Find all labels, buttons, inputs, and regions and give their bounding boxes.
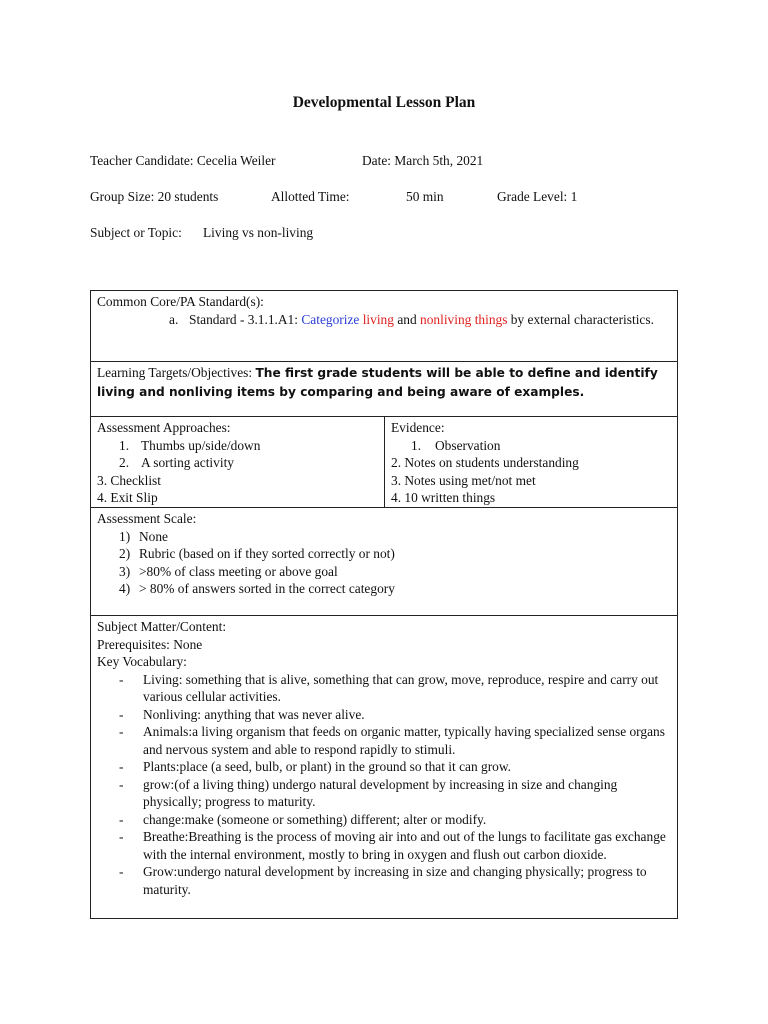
subject-label: Subject or Topic:	[90, 225, 182, 240]
learning-targets-label: Learning Targets/Objectives:	[97, 365, 253, 380]
learning-targets-text: The first grade students will be able to define and identify living and nonliving items by comparing and being aware of examples.	[97, 366, 658, 399]
subject-matter-label: Subject Matter/Content:	[97, 619, 227, 634]
scale-item	[97, 528, 671, 546]
lesson-date: Date: March 5th, 2021	[362, 153, 484, 168]
standards-row	[91, 291, 677, 362]
vocab-item	[97, 706, 671, 724]
standard-categorize: Categorize	[301, 311, 360, 327]
list-marker: -	[119, 724, 124, 739]
prerequisites: Prerequisites: None	[97, 636, 203, 652]
list-text: change:make (someone or something) different; alter or modify.	[143, 811, 487, 827]
assessment-evidence-row	[91, 417, 677, 508]
list-text: Rubric (based on if they sorted correctly or not)	[139, 546, 395, 561]
list-marker: 3)	[119, 563, 131, 579]
key-vocabulary-label: Key Vocabulary:	[97, 654, 187, 669]
learning-targets-row	[91, 362, 677, 417]
standard-and: and	[397, 311, 417, 327]
group-size: Group Size: 20 students	[90, 189, 219, 204]
standard-marker: a.	[169, 311, 179, 327]
grade-level: Grade Level: 1	[497, 189, 578, 204]
list-text: Living: something that is alive, something that can grow, move, reproduce, respire and carry out various cellular activities.	[143, 671, 659, 704]
vocab-item	[97, 863, 671, 898]
list-marker: -	[119, 671, 124, 687]
assessment-item	[97, 454, 378, 472]
standard-item	[97, 311, 671, 329]
list-text: None	[139, 528, 169, 544]
list-marker: 1)	[119, 528, 131, 544]
list-text: Thumbs up/side/down	[141, 437, 261, 453]
scale-item	[97, 563, 671, 581]
list-text: >80% of class meeting or above goal	[139, 563, 338, 579]
assessment-approaches-label: Assessment Approaches:	[97, 420, 231, 435]
evidence-cell	[385, 417, 677, 507]
list-marker: 4)	[119, 581, 131, 596]
list-marker: -	[119, 706, 124, 722]
scale-item	[97, 580, 671, 598]
evidence-item	[391, 437, 671, 455]
standards-label: Common Core/PA Standard(s):	[97, 294, 264, 309]
assessment-plain-item: 3. Checklist	[97, 472, 161, 488]
list-text: Grow:undergo natural development by increasing in size and changing physically; progress to maturity.	[143, 864, 647, 897]
assessment-scale-row	[91, 508, 677, 616]
allotted-time-value: 50 min	[406, 189, 444, 204]
evidence-plain-item: 2. Notes on students understanding	[391, 455, 579, 470]
list-marker: -	[119, 864, 124, 879]
list-marker: -	[119, 776, 124, 792]
assessment-plain-item: 4. Exit Slip	[97, 490, 158, 505]
teacher-candidate: Teacher Candidate: Cecelia Weiler	[90, 153, 276, 168]
allotted-time-label: Allotted Time:	[271, 189, 350, 204]
list-text: Observation	[435, 437, 501, 453]
vocab-item	[97, 758, 671, 776]
list-text: Animals:a living organism that feeds on organic matter, typically having specialized sense organs and nervous system and able to respond rapidly to stimuli.	[143, 724, 665, 757]
list-marker: -	[119, 759, 124, 774]
list-marker: 2.	[119, 455, 130, 470]
assessment-item	[97, 437, 378, 455]
standard-living: living	[362, 311, 394, 327]
scale-item	[97, 545, 671, 563]
list-marker: 2)	[119, 546, 131, 561]
vocab-item	[97, 671, 671, 706]
standard-rest: by external characteristics.	[510, 311, 654, 327]
list-text: Nonliving: anything that was never alive.	[143, 706, 365, 722]
assessment-approaches-cell	[91, 417, 385, 507]
list-text: A sorting activity	[141, 455, 234, 470]
evidence-plain-item: 4. 10 written things	[391, 490, 496, 505]
evidence-label: Evidence:	[391, 420, 445, 435]
assessment-scale-label: Assessment Scale:	[97, 511, 197, 526]
lesson-plan-table	[90, 290, 678, 919]
list-marker: -	[119, 811, 124, 827]
list-marker: 1.	[119, 437, 130, 453]
vocab-item	[97, 811, 671, 829]
vocab-item	[97, 723, 671, 758]
document-title: Developmental Lesson Plan	[292, 94, 476, 111]
list-marker: -	[119, 829, 124, 844]
standard-nonliving: nonliving things	[420, 311, 508, 327]
standard-code: Standard - 3.1.1.A1:	[189, 311, 298, 327]
subject-matter-row	[91, 616, 677, 918]
list-text: Plants:place (a seed, bulb, or plant) in the ground so that it can grow.	[143, 759, 512, 774]
list-text: > 80% of answers sorted in the correct category	[139, 581, 395, 596]
list-marker: 1.	[411, 437, 422, 453]
vocab-item	[97, 776, 671, 811]
subject-value: Living vs non-living	[203, 225, 314, 240]
list-text: Breathe:Breathing is the process of moving air into and out of the lungs to facilitate gas exchange with the internal environment, mostly to bring in oxygen and flush out carbon dioxide.	[143, 829, 666, 862]
list-text: grow:(of a living thing) undergo natural development by increasing in size and changing physically; progress to maturity.	[143, 776, 618, 809]
evidence-plain-item: 3. Notes using met/not met	[391, 472, 536, 488]
vocab-item	[97, 828, 671, 863]
